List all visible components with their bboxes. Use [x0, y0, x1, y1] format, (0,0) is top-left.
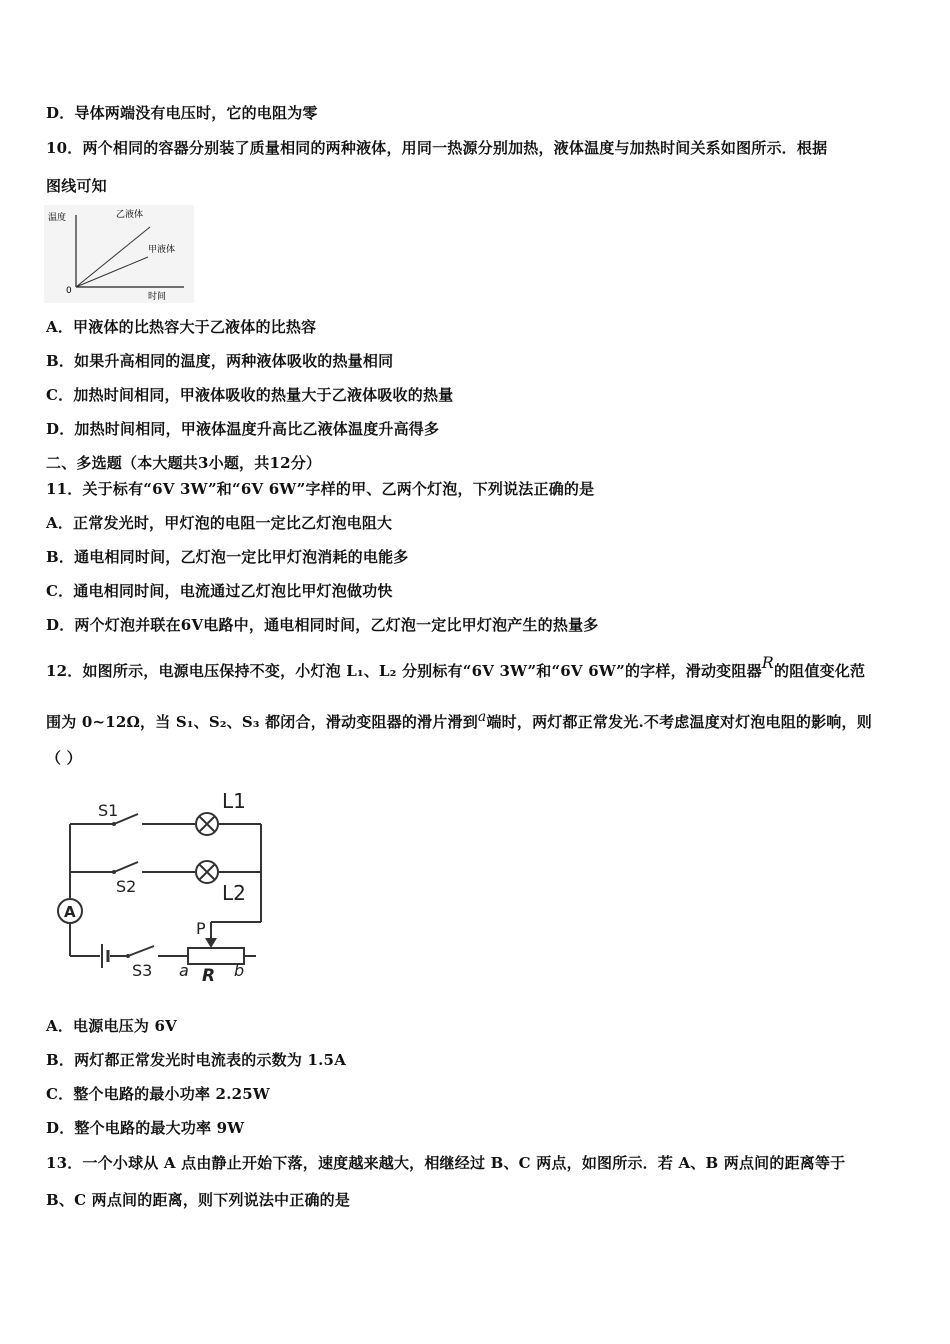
q12-stem-line2-b: 端时，两灯都正常发光.不考虑温度对灯泡电阻的影响，则	[486, 713, 872, 731]
q12-option-a: A．电源电压为 6V	[46, 1017, 177, 1035]
q11-option-a: A．正常发光时，甲灯泡的电阻一定比乙灯泡电阻大	[46, 514, 393, 532]
symbol-a: a	[477, 709, 487, 725]
terminal-a-label: a	[179, 961, 189, 980]
q12-paren: （ ）	[46, 749, 82, 767]
q12-stem-line2	[46, 711, 872, 732]
q10-option-a: A．甲液体的比热容大于乙液体的比热容	[46, 318, 317, 336]
q9-option-d: D．导体两端没有电压时，它的电阻为零	[46, 104, 318, 122]
section-heading: 二、多选题（本大题共3小题，共12分）	[46, 454, 322, 472]
q11-option-c: C．通电相同时间，电流通过乙灯泡比甲灯泡做功快	[46, 582, 393, 600]
q10-stem-line1: 10．两个相同的容器分别装了质量相同的两种液体，用同一热源分别加热，液体温度与加热时间关系如图所示．根据	[46, 139, 828, 157]
lamp-l1-icon	[196, 813, 218, 835]
q10-option-b: B．如果升高相同的温度，两种液体吸收的热量相同	[46, 352, 394, 370]
ammeter-label: A	[64, 903, 76, 921]
graph-line-jia-label: 甲液体	[148, 245, 176, 255]
terminal-b-label: b	[234, 961, 245, 980]
q10-option-c: C．加热时间相同，甲液体吸收的热量大于乙液体吸收的热量	[46, 386, 454, 404]
graph-x-label: 时间	[148, 292, 167, 302]
q11-option-d: D．两个灯泡并联在6V电路中，通电相同时间，乙灯泡一定比甲灯泡产生的热量多	[46, 616, 599, 634]
lamp-l1-label: L1	[222, 789, 246, 813]
switch-s2-label: S2	[116, 877, 137, 896]
symbol-r: R	[761, 653, 775, 672]
switch-s1-label: S1	[98, 801, 119, 820]
switch-s3-label: S3	[132, 961, 153, 980]
circuit-diagram	[46, 788, 280, 986]
temperature-time-graph	[44, 205, 194, 303]
q13-stem-line2: B、C 两点间的距离，则下列说法中正确的是	[46, 1191, 351, 1209]
q12-stem-line1	[46, 653, 866, 681]
q11-option-b: B．通电相同时间，乙灯泡一定比甲灯泡消耗的电能多	[46, 548, 409, 566]
q12-stem-line2-a: 围为 0~12Ω，当 S₁、S₂、S₃ 都闭合，滑动变阻器的滑片滑到	[46, 713, 478, 731]
graph-y-label: 温度	[48, 213, 67, 223]
graph-origin-label: 0	[66, 286, 72, 296]
q12-stem-line1-a: 12．如图所示，电源电压保持不变，小灯泡 L₁、L₂ 分别标有“6V 3W”和“6V 6W”的字样，滑动变阻器	[46, 662, 762, 680]
slider-p-label: P	[196, 919, 206, 938]
q12-option-d: D．整个电路的最大功率 9W	[46, 1119, 245, 1137]
graph-line-yi-label: 乙液体	[116, 210, 144, 220]
lamp-l2-label: L2	[222, 881, 246, 905]
q12-option-b: B．两灯都正常发光时电流表的示数为 1.5A	[46, 1051, 347, 1069]
rheostat-r-label: R	[202, 966, 216, 986]
q10-stem-line2: 图线可知	[46, 177, 107, 195]
q12-option-c: C．整个电路的最小功率 2.25W	[46, 1085, 270, 1103]
q12-stem-line1-b: 的阻值变化范	[774, 662, 866, 680]
lamp-l2-icon	[196, 861, 218, 883]
ammeter-icon	[58, 899, 82, 923]
q11-stem: 11．关于标有“6V 3W”和“6V 6W”字样的甲、乙两个灯泡，下列说法正确的是	[46, 480, 595, 498]
q10-option-d: D．加热时间相同，甲液体温度升高比乙液体温度升高得多	[46, 420, 440, 438]
q13-stem-line1: 13．一个小球从 A 点由静止开始下落，速度越来越大，相继经过 B、C 两点，如图所示．若 A、B 两点间的距离等于	[46, 1154, 846, 1172]
